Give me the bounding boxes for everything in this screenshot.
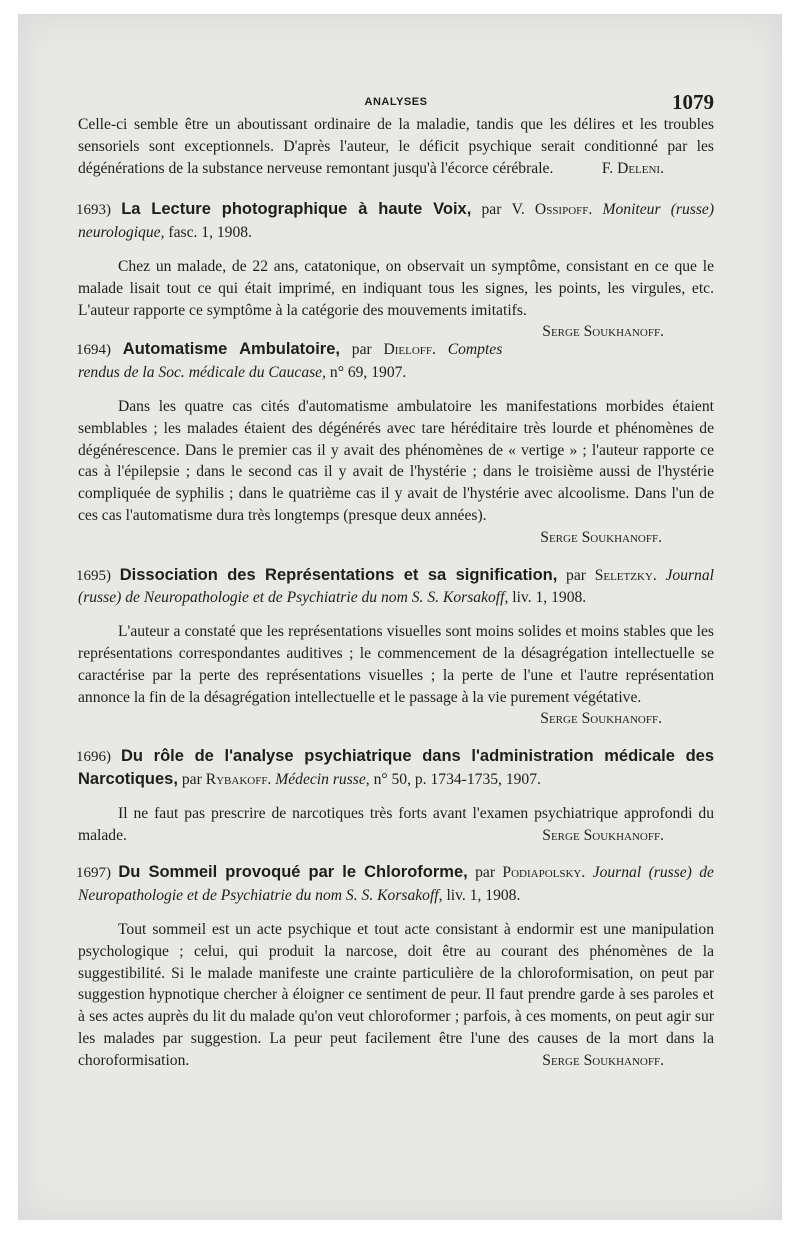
entry-source: Journal (russe) de Neuropathologie et de Psychiatrie du nom S. S. Korsakoff,: [78, 566, 714, 607]
entry-heading: [78, 339, 714, 384]
entry-details: liv. 1, 1908.: [446, 887, 521, 905]
entry-source: Moniteur (russe) neurologique,: [78, 201, 715, 242]
page-number: 1079: [672, 90, 714, 114]
intro-paragraph: Celle-ci semble être un aboutissant ordinaire de la maladie, tandis que les délires et les troubles sensoriels sont exceptionnels. D'après l'auteur, le déficit psychique serait conditionné par les dégénérations de la substance nerveuse remontant jusqu'à l'écorce cérébrale. F. Deleni.: [78, 114, 714, 179]
entry-author: Rybakoff.: [205, 770, 272, 788]
entry-details: n° 69, 1907.: [329, 364, 407, 382]
entry-text: Tout sommeil est un acte psychique et tout acte consistant à endormir est une manipulation psychologique ; celui, qui produit la narcose, doit être au courant des phénomènes de la suggestibilité. Si le malade manifeste une crainte particulière de la chloroformisation, on peut par suggestion hypnotique chercher à éloigner ce sentiment de peur. Il faut prendre garde à ses paroles et à ses actes auprès du lit du malade qu'on veut chloroformer ; parfois, à ces moments, on peut agir sur les malades par suggestion. La peur peut facilement être l'une des causes de la mort dans la choroformisation. Serge Soukhanoff.: [78, 919, 714, 1072]
entry-text: Chez un malade, de 22 ans, catatonique, on observait un symptôme, consistant en ce que le malade lisait tout ce qui était imprimé, en indiquant tous les signes, les points, les virgules, etc. L'auteur rapporte ce symptôme à la catégorie des mouvements imitatifs. Serge Soukhanoff.: [78, 256, 714, 321]
entry-author: V. Ossipoff.: [511, 201, 593, 219]
entry-by: par: [481, 201, 502, 219]
running-title: ANALYSES: [364, 96, 428, 108]
entry-number: 1694): [76, 342, 111, 359]
entry-signature: Serge Soukhanoff.: [540, 710, 662, 728]
entry-heading: [78, 565, 714, 610]
entry-text: Il ne faut pas prescrire de narcotiques très forts avant l'examen psychiatrique approfondi du malade. Serge Soukhanoff.: [78, 803, 714, 847]
entry-signature: Serge Soukhanoff.: [542, 1051, 664, 1069]
entry-source: Journal (russe) de Neuropathologie et de Psychiatrie du nom S. S. Korsakoff,: [78, 864, 714, 905]
entry-signature: Serge Soukhanoff.: [542, 826, 664, 844]
entry-heading: [78, 746, 714, 791]
entry-1694: [78, 339, 714, 548]
entry-author: Dieloff.: [383, 341, 436, 359]
entry-author: Seletzky.: [594, 566, 657, 584]
entry-1697: [78, 862, 714, 1071]
scanned-page: [18, 14, 782, 1220]
entry-details: n° 50, p. 1734-1735, 1907.: [373, 770, 541, 788]
entry-1696: [78, 746, 714, 846]
entry-by: par: [566, 566, 586, 584]
entry-title: La Lecture photographique à haute Voix,: [121, 200, 472, 219]
entry-details: liv. 1, 1908.: [512, 589, 587, 607]
entry-heading: [78, 199, 714, 244]
entry-number: 1695): [76, 567, 111, 584]
intro-signature: F. Deleni.: [601, 159, 664, 177]
entry-by: par: [475, 864, 496, 882]
entry-signature: Serge Soukhanoff.: [542, 323, 664, 341]
entry-1693: [76, 199, 715, 341]
entry-heading: [78, 862, 714, 907]
entry-signature: Serge Soukhanoff.: [540, 528, 662, 546]
entry-source: Médecin russe,: [275, 770, 370, 788]
entry-text: Dans les quatre cas cités d'automatisme ambulatoire les manifestations morbides étaient semblables ; les malades étaient des dégénérés avec tare héréditaire très lourde et phénomènes de dégénérescence. Dans le premier cas il y avait des phénomènes de « vertige » ; l'auteur rapporte ce cas à l'épilepsie ; dans le second cas il y avait de l'hystérie ; dans le troisième aussi de l'hystérie compliquée de syphilis ; dans le quatrième cas il y avait de l'hystérie avec alcoolisme. Dans l'un de ces cas l'automatisme dura très longtemps (presque deux années).: [78, 397, 714, 524]
entry-by: par: [181, 770, 202, 788]
entry-author: Podiapolsky.: [502, 864, 586, 882]
running-header: [78, 90, 714, 116]
entry-number: 1693): [76, 202, 111, 219]
entry-title: Automatisme Ambulatoire,: [122, 340, 340, 359]
entry-number: 1696): [76, 749, 111, 766]
entry-source: Comptes rendus de la Soc. médicale du Caucase,: [78, 341, 503, 382]
entry-details: fasc. 1, 1908.: [168, 224, 252, 242]
entry-title: Du Sommeil provoqué par le Chloroforme,: [118, 863, 468, 882]
entry-number: 1697): [76, 865, 111, 882]
entry-title: Du rôle de l'analyse psychiatrique dans l'administration médicale des Narcotiques,: [78, 747, 714, 788]
entry-title: Dissociation des Représentations et sa signification,: [119, 565, 558, 584]
entry-1695: [78, 565, 714, 731]
entry-text: L'auteur a constaté que les représentations visuelles sont moins solides et moins stables que les représentations correspondantes auditives ; le commencement de la désagrégation intellectuelle se caractérise par la perte des représentations visuelles ; la perte de l'une et l'autre représentation annonce la fin de la désagrégation intellectuelle et le passage à la vie purement végétative.: [78, 623, 714, 706]
entry-by: par: [351, 341, 372, 359]
page-content: [78, 114, 714, 1071]
